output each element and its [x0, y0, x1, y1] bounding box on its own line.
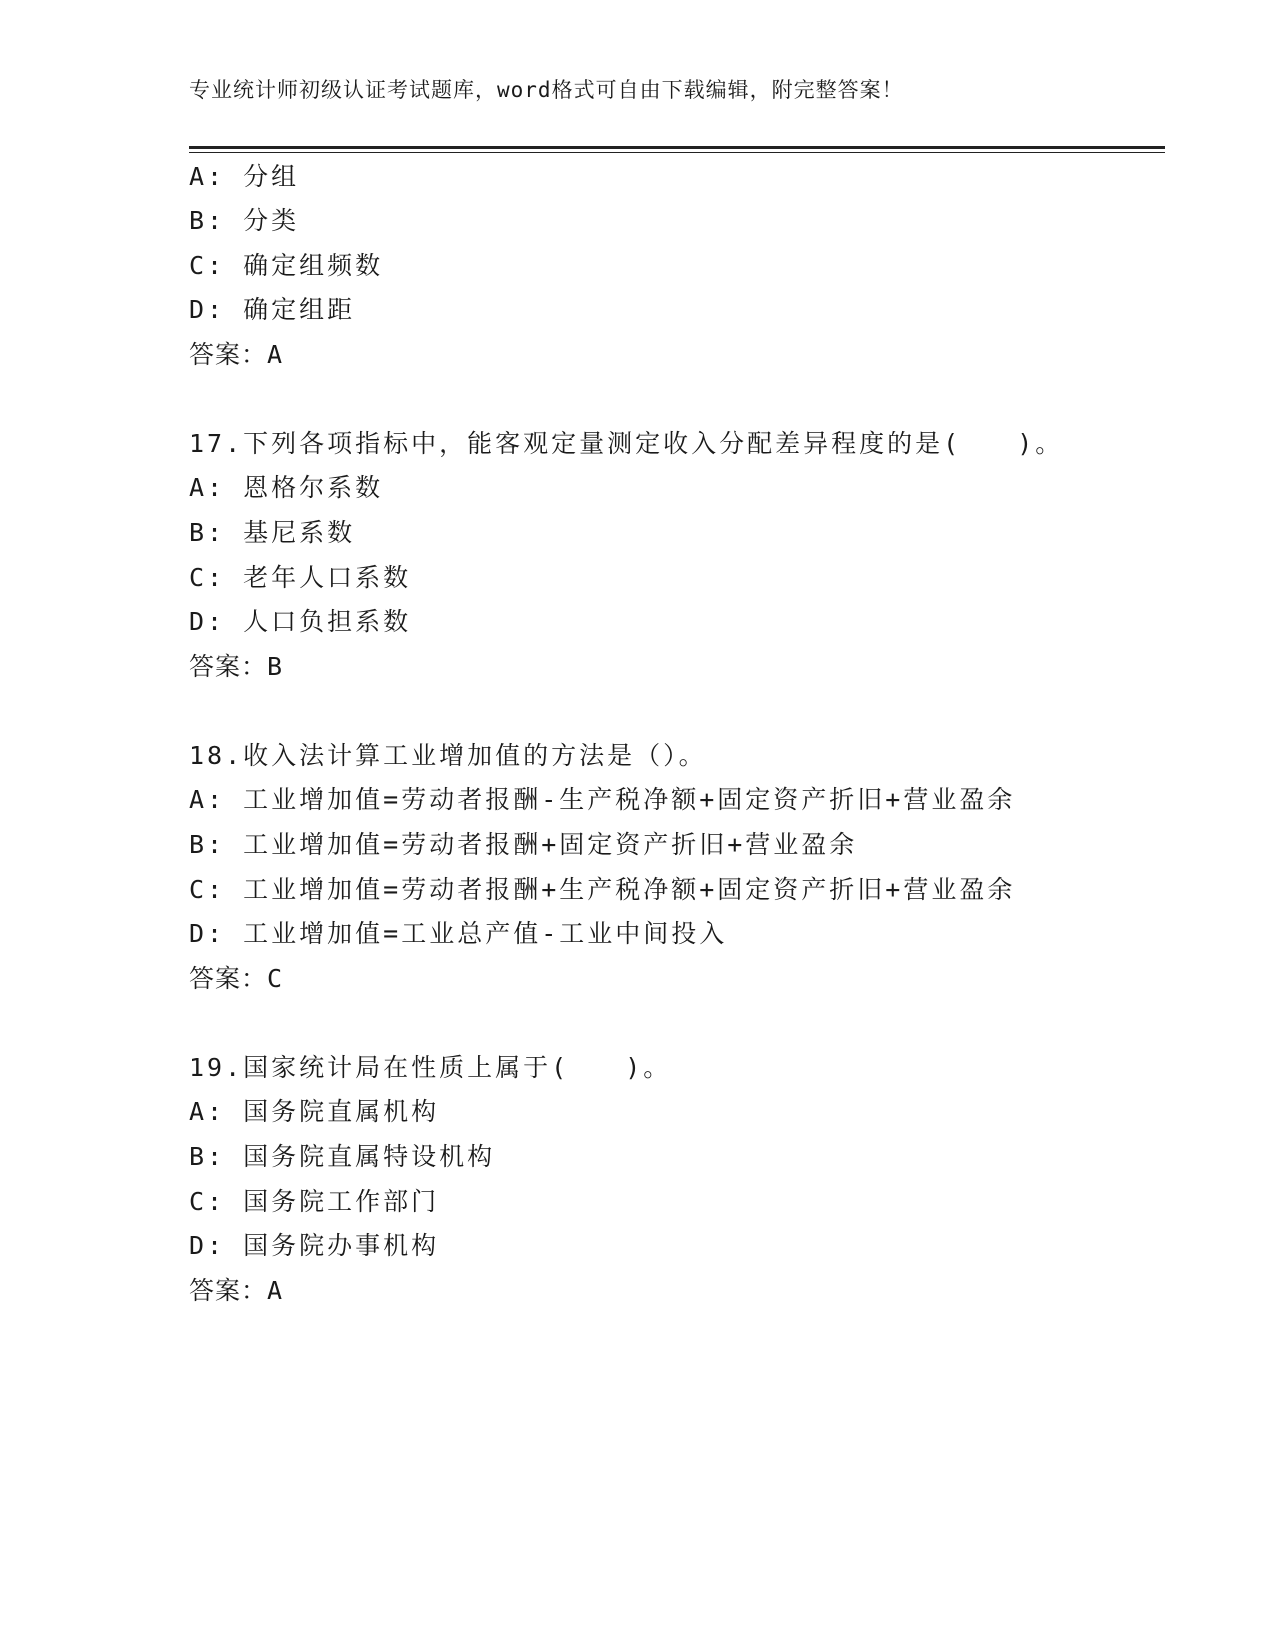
- answer-line: [189, 1275, 283, 1307]
- option-c: C: 工业增加值=劳动者报酬+生产税净额+固定资产折旧+营业盈余: [189, 875, 1016, 904]
- option-d: D: 确定组距: [189, 295, 356, 324]
- option-d: D: 国务院办事机构: [189, 1231, 440, 1260]
- answer-line: [189, 339, 283, 371]
- option-a: A: 国务院直属机构: [189, 1097, 440, 1126]
- answer-label: 答案：: [189, 964, 268, 993]
- header-rule-thin: [189, 152, 1165, 153]
- question-stem-19: 19.国家统计局在性质上属于( )。: [189, 1053, 672, 1082]
- answer-value: C: [267, 964, 284, 993]
- document-header: 专业统计师初级认证考试题库，word格式可自由下载编辑，附完整答案！: [189, 78, 904, 102]
- answer-value: A: [267, 1276, 284, 1305]
- option-b: B: 工业增加值=劳动者报酬+固定资产折旧+营业盈余: [189, 830, 858, 859]
- option-c: C: 老年人口系数: [189, 563, 412, 592]
- answer-value: A: [267, 340, 284, 369]
- option-d: D: 人口负担系数: [189, 607, 412, 636]
- answer-label: 答案：: [189, 1276, 268, 1305]
- question-stem-18: 18.收入法计算工业增加值的方法是（）。: [189, 741, 707, 770]
- option-a: A: 工业增加值=劳动者报酬-生产税净额+固定资产折旧+营业盈余: [189, 785, 1016, 814]
- option-d: D: 工业增加值=工业总产值-工业中间投入: [189, 919, 728, 948]
- answer-line: [189, 651, 283, 683]
- option-a: A: 分组: [189, 162, 300, 191]
- answer-value: B: [267, 652, 284, 681]
- answer-label: 答案：: [189, 340, 268, 369]
- option-c: C: 确定组频数: [189, 251, 384, 280]
- option-b: B: 基尼系数: [189, 518, 356, 547]
- answer-line: [189, 963, 283, 995]
- header-rule-thick: [189, 146, 1165, 149]
- option-a: A: 恩格尔系数: [189, 473, 384, 502]
- question-stem-17: 17.下列各项指标中，能客观定量测定收入分配差异程度的是( )。: [189, 429, 1064, 458]
- answer-label: 答案：: [189, 652, 268, 681]
- option-b: B: 分类: [189, 206, 300, 235]
- option-c: C: 国务院工作部门: [189, 1187, 440, 1216]
- option-b: B: 国务院直属特设机构: [189, 1142, 496, 1171]
